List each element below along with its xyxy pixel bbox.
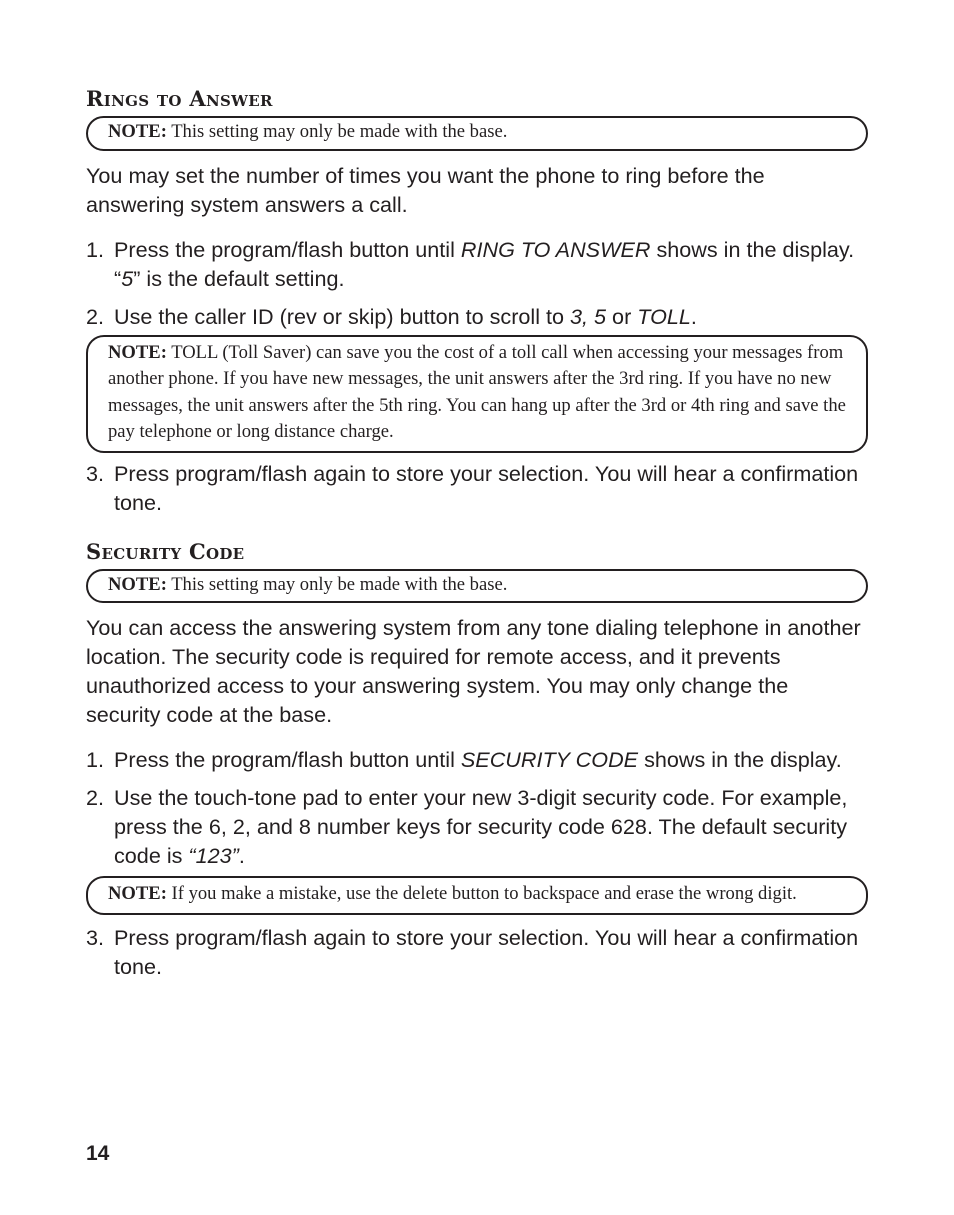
step-text-part: ” is the default setting. <box>133 265 345 291</box>
step-text-part: shows in the display. <box>638 747 842 772</box>
step-text-part: . <box>690 303 697 329</box>
rings-step-1 <box>86 235 866 293</box>
option-values: 3, 5 <box>570 303 607 329</box>
step-text-part: or <box>606 303 638 329</box>
note-text: If you make a mistake, use the delete button to backspace and erase the wrong digit. <box>166 883 797 904</box>
step-text <box>114 235 866 293</box>
step-number: 2. <box>86 303 105 329</box>
note-text: TOLL (Toll Saver) can save you the cost of a toll call when accessing your messages from another phone. If you have new messages, the unit answers after the 3rd ring. If you have no new messages, the unit answers after the 5th ring. You can hang up after the 3rd or 4th ring and save the pay telephone or long distance charge. <box>108 341 846 442</box>
note-label: NOTE: <box>108 121 167 142</box>
step-number: 3. <box>86 924 105 950</box>
step-number: 2. <box>86 785 105 810</box>
security-step-1 <box>86 745 866 774</box>
step-text-part: Use the touch-tone pad to enter your new 3-digit security code. For example, press the 6, 2, and 8 number keys for security code 628. The default security code is <box>114 785 848 868</box>
mistake-note <box>86 876 868 915</box>
step-text-part: . <box>238 843 245 868</box>
note-label: NOTE: <box>108 883 167 904</box>
page-number: 14 <box>86 1142 110 1165</box>
step-text-part: Press the program/flash button until <box>114 236 461 262</box>
toll-saver-note <box>86 335 868 453</box>
step-text <box>114 783 866 870</box>
step-text-part: shows in the display. “ <box>114 236 855 291</box>
security-code-heading: Security Code <box>86 538 245 564</box>
step-text-part: Press the program/flash button until <box>114 747 461 772</box>
rings-intro: You may set the number of times you want the phone to ring before the answering system answers a call. <box>86 162 765 217</box>
default-security-code: “123” <box>188 843 239 868</box>
step-text: Press program/flash again to store your selection. You will hear a confirmation tone. <box>114 924 859 979</box>
step-text: Press program/flash again to store your selection. You will hear a confirmation tone. <box>114 460 859 515</box>
rings-step-2 <box>86 302 866 331</box>
step-text <box>114 302 866 331</box>
note-text: This setting may only be made with the base. <box>166 121 508 142</box>
step-text-part: Use the caller ID (rev or skip) button to scroll to <box>114 303 571 329</box>
manual-page <box>86 86 866 981</box>
step-number: 3. <box>86 460 105 486</box>
rings-step-3 <box>86 459 866 517</box>
option-toll: TOLL <box>637 303 691 329</box>
note-label: NOTE: <box>108 341 167 363</box>
security-step-2 <box>86 783 866 870</box>
rings-base-note <box>86 116 868 151</box>
step-number: 1. <box>86 747 105 772</box>
security-base-note <box>86 569 868 604</box>
security-intro: You can access the answering system from any tone dialing telephone in another location. The security code is required for remote access, and it prevents unauthorized access to your answering system. You may only change the security code at the base. <box>86 615 861 727</box>
rings-to-answer-heading: Rings to Answer <box>86 86 273 111</box>
note-text: This setting may only be made with the base. <box>166 573 508 595</box>
step-number: 1. <box>86 236 105 262</box>
security-step-3 <box>86 923 866 981</box>
display-text-security-code: SECURITY CODE <box>460 747 639 772</box>
default-value: 5 <box>121 265 134 291</box>
note-label: NOTE: <box>108 573 167 595</box>
display-text-ring-to-answer: RING TO ANSWER <box>460 236 651 262</box>
step-text <box>114 745 866 774</box>
